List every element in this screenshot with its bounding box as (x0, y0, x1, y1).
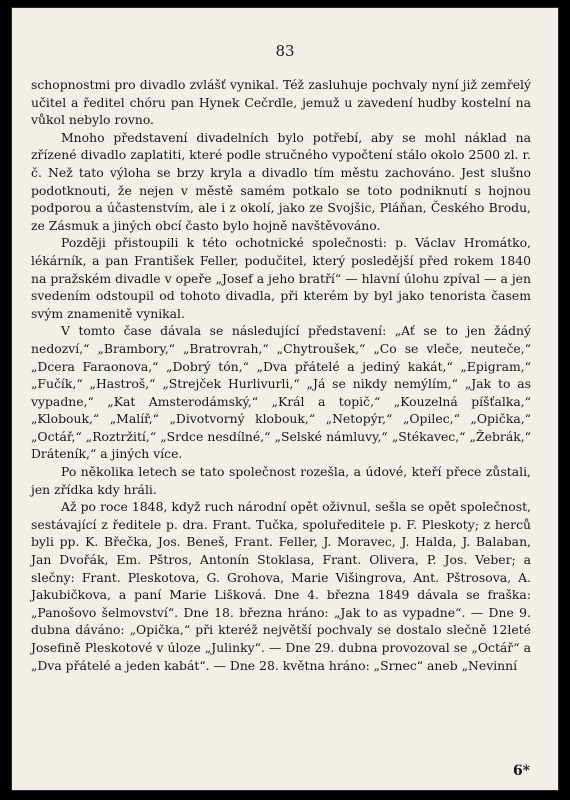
paragraph: Až po roce 1848, když ruch národní opět oživnul, sešla se opět společnost, sestávající z ředitele p. dra. Frant. Tučka, spoluředitele p. F. Pleskoty; z herců byli pp. K. Břečka, Jos. Beneš, Frant. Feller, J. Moravec, J. Halda, J. Balaban, Jan Dvořák, Em. Pštros, Antonín Stoklasa, Frant. Olivera, P. Jos. Veber; a slečny: Frant. Pleskotova, G. Grohova, Marie Višingrova, Ant. Pštrosova, A. Jakubičkova, a paní Marie Lišková. Dne 4. března 1849 dávala se fraška: „Panošovo šelmovství“. Dne 18. března hráno: „Jak to as vypadne“. — Dne 9. dubna dáváno: „Opička,“ při kteréž největší pochvaly se dostalo slečně 12leté Josefině Pleskotové v úloze „Julinky“. — Dne 29. dubna provozoval se „Octář“ a „Dva přátelé a jeden kabát“. — Dne 28. května hráno: „Srnec“ aneb „Nevinní (31, 499, 531, 673)
paragraph: V tomto čase dávala se následující představení: „Ať se to jen žádný nedozví,“ „Brambory,“ „Bratrovrah,“ „Chytroušek,“ „Co se vleče, neuteče,“ „Dcera Faraonova,“ „Dobrý tón,“ „Dva přátelé a jediný kakát,“ „Epigram,“ „Fučík,“ „Hastroš,“ „Strejček Hurlivurli,“ „Já se nikdy nemýlím,“ „Jak to as vypadne,“ „Kat Amsterodámský,“ „Král a topič,“ „Kouzelná píšťalka,“ „Klobouk,“ „Malíř,“ „Divotvorný klobouk,“ „Netopýr,“ „Opilec,“ „Opička,“ „Octář,“ „Roztržití,“ „Srdce nesdílné,“ „Selské námluvy,“ „Stékavec,“ „Žebrák,“ Dráteník,“ a jiných více. (31, 323, 531, 462)
body-text (31, 76, 531, 674)
paragraph: schopnostmi pro divadlo zvlášť vynikal. Též zasluhuje pochvaly nyní již zemřelý učitel a ředitel chóru pan Hynek Cečrdle, jemuž u zavedení hudby kostelní na vůkol nebylo rovno. (31, 77, 531, 128)
book-page (12, 8, 558, 790)
paragraph: Mnoho představení divadelních bylo potřebí, aby se mohl náklad na zřízené divadlo zaplatiti, které podle stručného vypočtení stálo okolo 2500 zl. r. č. Než tato výloha se brzy kryla a divadlo tím městu zachováno. Jest slušno podotknouti, že nejen v městě samém potkalo se toto podniknutí s hojnou podporou a účastenstvím, ale i z okolí, jako ze Svojšic, Pláňan, Českého Brodu, ze Zásmuk a jiných obcí často bylo hojně navštěvováno. (31, 129, 531, 233)
paragraph: Později přistoupili k této ochotnické společnosti: p. Václav Hromátko, lékárník, a pan František Feller, podučitel, který posledější před rokem 1840 na pražském divadle v opeře „Josef a jeho bratří“ — hlavní úlohu zpíval — a jen svedením odstoupil od tohoto divadla, při kterém by byl jako tenorista časem svým znamenitě vynikal. (31, 235, 531, 321)
page-number: 83 (275, 42, 295, 60)
signature-mark: 6* (512, 763, 530, 779)
paragraph: Po několika letech se tato společnost rozešla, a údové, kteří přece zůstali, jen zřídka kdy hráli. (31, 464, 531, 497)
